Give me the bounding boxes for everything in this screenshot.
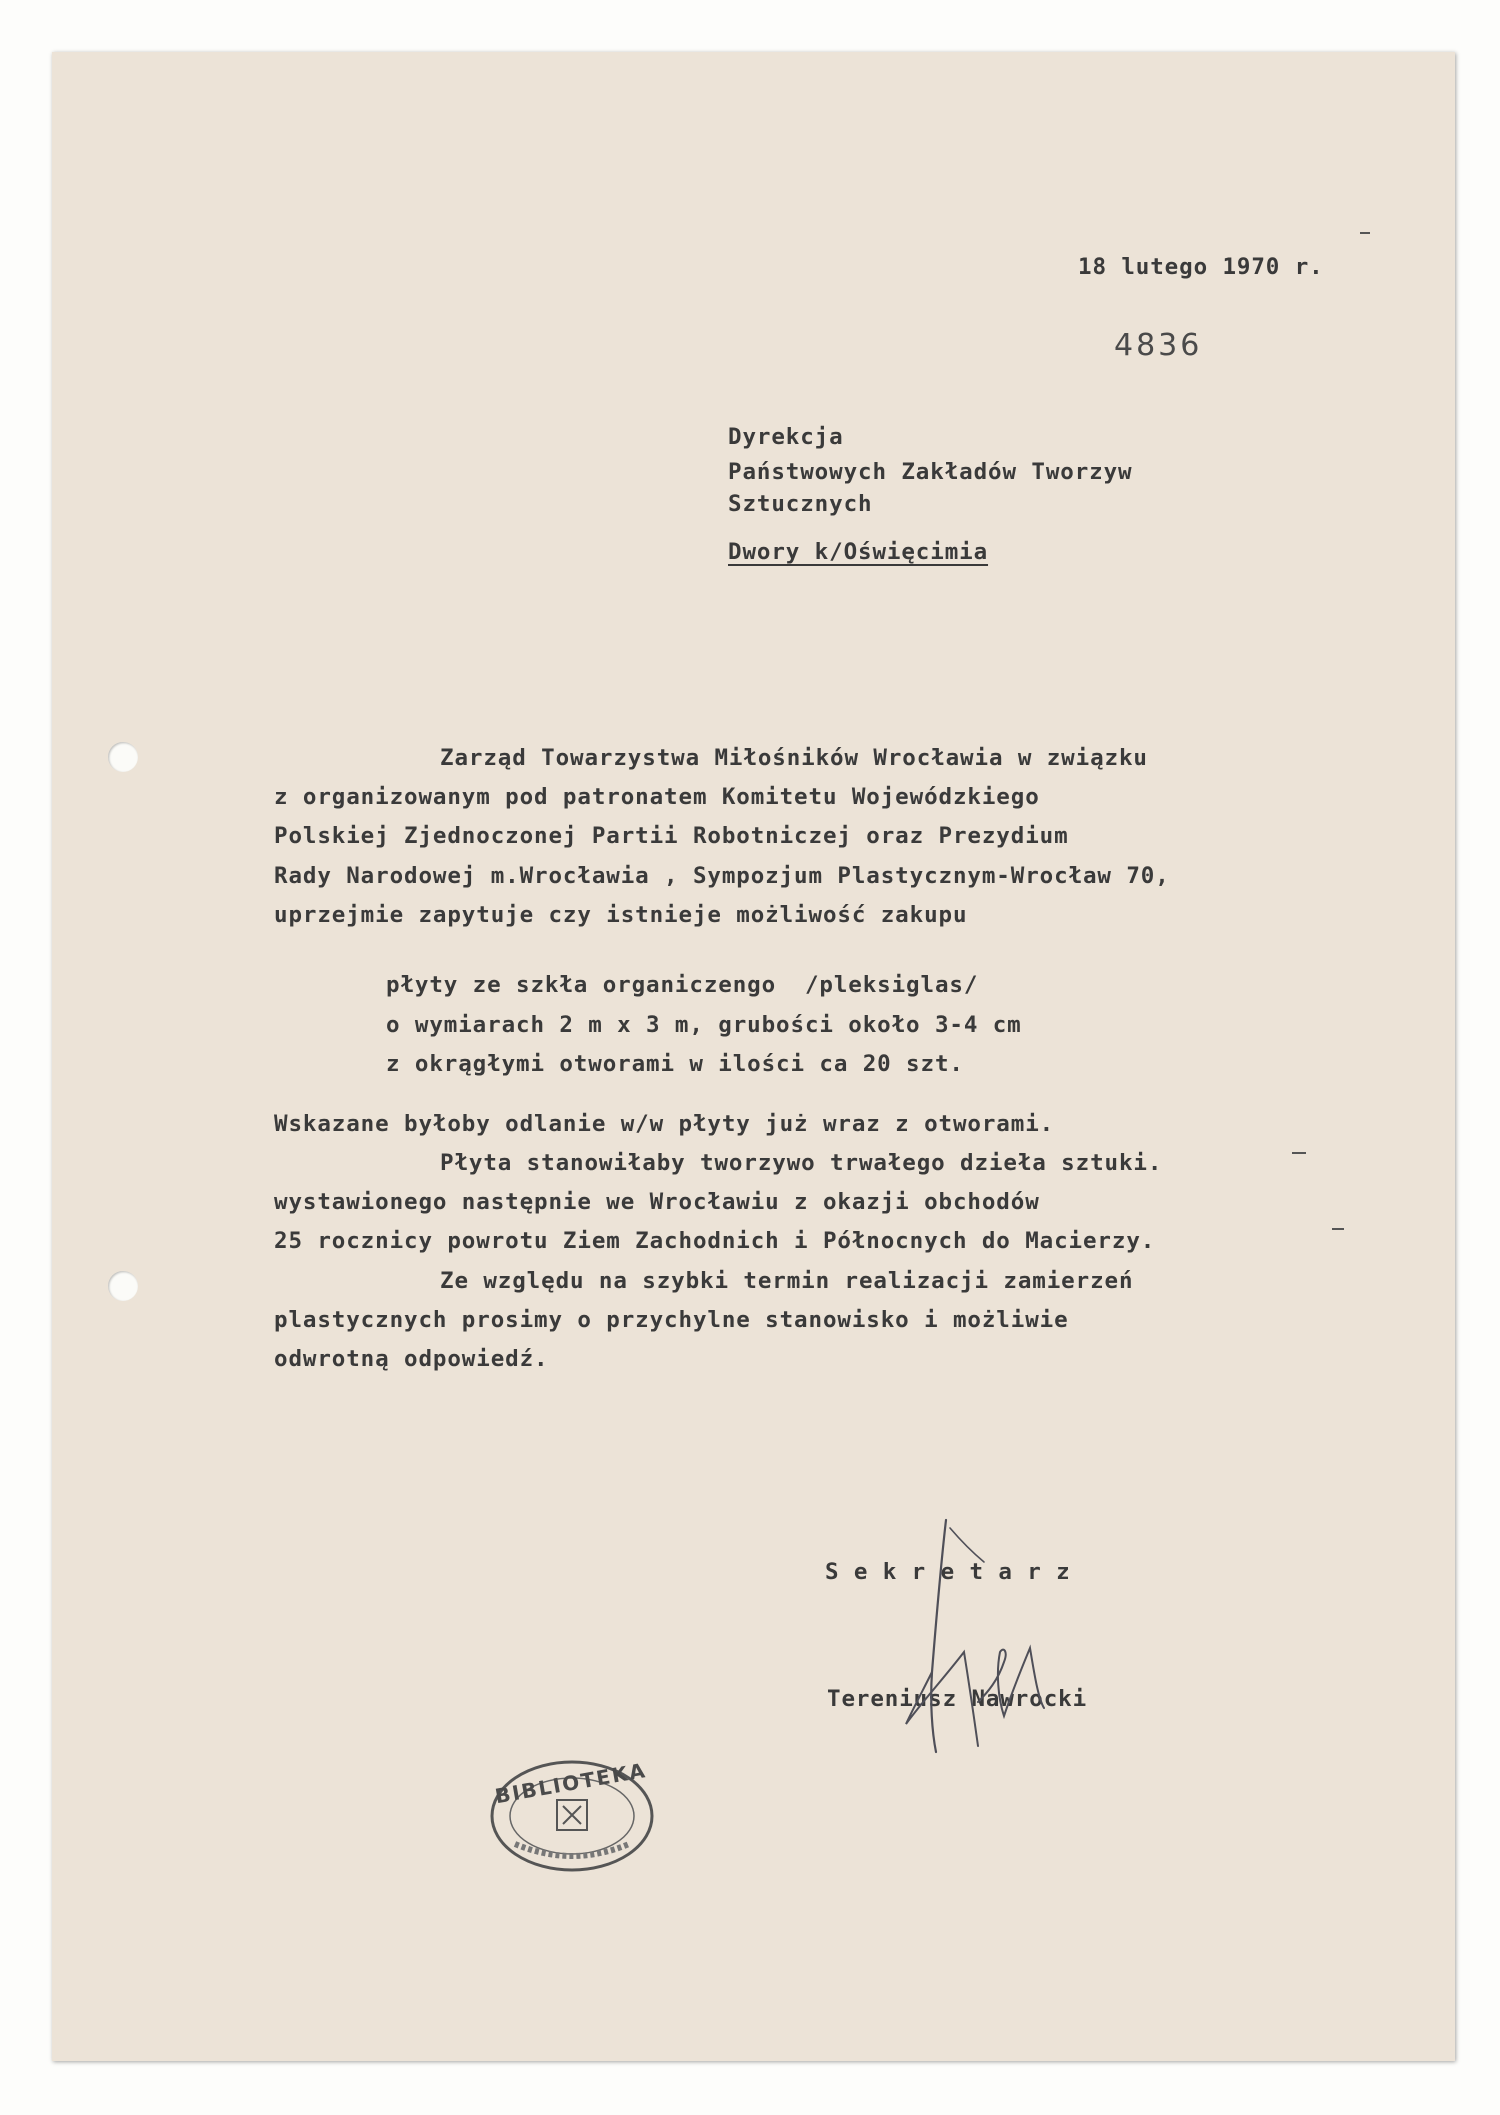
letter-page	[52, 52, 1455, 2061]
body-line-10: Ze względu na szybki termin realizacji zamierzeń	[440, 1268, 1134, 1294]
signatory-title: S e k r e t a r z	[825, 1559, 1071, 1585]
punch-hole-upper	[108, 742, 138, 772]
body-line-4: Rady Narodowej m.Wrocławia , Sympozjum Plastycznym-Wrocław 70,	[274, 863, 1170, 889]
body-line-12: odwrotną odpowiedź.	[274, 1346, 549, 1372]
body-line-6: Wskazane byłoby odlanie w/w płyty już wraz z otworami.	[274, 1111, 1055, 1137]
body-line-2: z organizowanym pod patronatem Komitetu Wojewódzkiego	[274, 784, 1040, 810]
recipient-line-2: Państwowych Zakładów Tworzyw	[728, 459, 1133, 485]
spec-line-2: o wymiarach 2 m x 3 m, grubości około 3-4 cm	[386, 1012, 1022, 1038]
punch-hole-lower	[108, 1271, 138, 1301]
margin-mark-3	[1360, 232, 1370, 234]
recipient-line-1: Dyrekcja	[728, 424, 844, 450]
recipient-line-3: Sztucznych	[728, 491, 873, 517]
signatory-name: Tereniusz Nawrocki	[827, 1686, 1088, 1712]
letter-date: 18 lutego 1970 r.	[1078, 254, 1324, 280]
body-line-5: uprzejmie zapytuje czy istnieje możliwość zakupu	[274, 902, 968, 928]
body-line-9: 25 rocznicy powrotu Ziem Zachodnich i Północnych do Macierzy.	[274, 1228, 1156, 1254]
body-line-1: Zarząd Towarzystwa Miłośników Wrocławia w związku	[440, 745, 1148, 771]
library-stamp	[487, 1756, 657, 1876]
body-line-3: Polskiej Zjednoczonej Partii Robotniczej oraz Prezydium	[274, 823, 1069, 849]
recipient-line-4: Dwory k/Oświęcimia	[728, 539, 989, 565]
body-line-7: Płyta stanowiłaby tworzywo trwałego dzieła sztuki.	[440, 1150, 1163, 1176]
spec-line-3: z okrągłymi otworami w ilości ca 20 szt.	[386, 1051, 964, 1077]
body-line-8: wystawionego następnie we Wrocławiu z okazji obchodów	[274, 1189, 1040, 1215]
body-line-11: plastycznych prosimy o przychylne stanowisko i możliwie	[274, 1307, 1069, 1333]
handwritten-signature	[892, 1502, 1082, 1762]
spec-line-1: płyty ze szkła organiczengo /pleksiglas/	[386, 972, 979, 998]
margin-mark-2	[1332, 1228, 1344, 1230]
margin-mark-1	[1292, 1152, 1306, 1154]
reference-number: 4836	[1114, 328, 1203, 363]
svg-text:BIBLIOTEKA: BIBLIOTEKA	[493, 1757, 649, 1809]
